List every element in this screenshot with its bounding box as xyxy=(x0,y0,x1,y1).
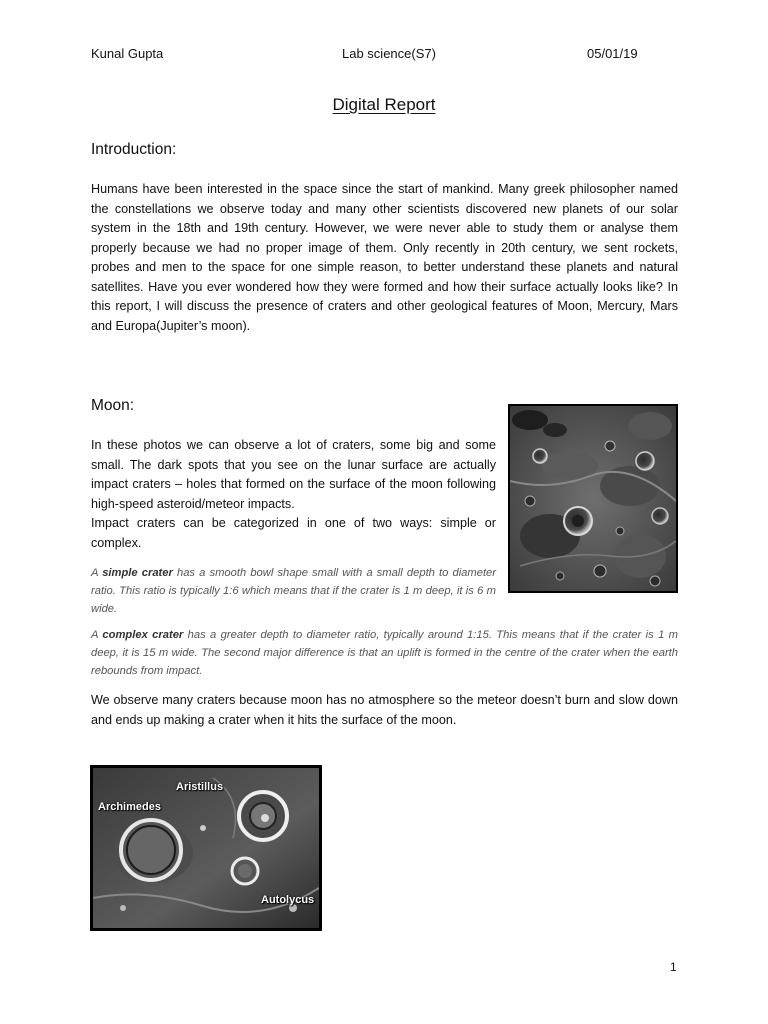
labelled-craters-photo xyxy=(90,765,322,931)
simple-crater-term: simple crater xyxy=(102,567,173,579)
complex-crater-note xyxy=(91,626,678,680)
page-title: Digital Report xyxy=(332,95,436,114)
header-date: 05/01/19 xyxy=(587,46,638,61)
complex-note-lead: A xyxy=(91,629,103,641)
label-archimedes: Archimedes xyxy=(98,801,161,813)
moon-surface-image xyxy=(510,406,676,591)
crater-categories-paragraph: Impact craters can be categorized in one of two ways: simple or complex. xyxy=(91,516,496,550)
complex-crater-term: complex crater xyxy=(102,629,184,641)
simple-note-text: has a smooth bowl shape small with a small depth to diameter ratio. This ratio is typically 1:6 which means that if the crater is 1 m deep, it is 6 m wide. xyxy=(91,567,497,615)
simple-note-lead: A xyxy=(91,567,103,579)
complex-note-text: has a greater depth to diameter ratio, typically around 1:15. This means that if the crater is 1 m deep, it is 15 m wide. The second major difference is that an uplift is formed in the centre of the crater when the earth rebounds from impact. xyxy=(91,629,678,677)
moon-heading: Moon: xyxy=(91,397,135,414)
page-number: 1 xyxy=(670,960,677,974)
header-author: Kunal Gupta xyxy=(91,46,164,61)
conclusion-paragraph: We observe many craters because moon has no atmosphere so the meteor doesn’t burn and slow down and ends up making a crater when it hits the surface of the moon. xyxy=(91,693,678,727)
header-course: Lab science(S7) xyxy=(342,46,436,61)
label-autolycus: Autolycus xyxy=(261,894,315,906)
moon-paragraph: In these photos we can observe a lot of craters, some big and some small. The dark spots that you see on the lunar surface are actually impact craters – holes that formed on the surface of the moon following high-speed asteroid/meteor impacts. xyxy=(91,438,496,511)
label-aristillus: Aristillus xyxy=(176,781,224,793)
simple-crater-note xyxy=(91,564,496,618)
introduction-paragraph: Humans have been interested in the space since the start of mankind. Many greek philosopher named the constellations we observe today and many other scientists discovered new planets of our solar system in the 18th and 19th century. However, we were never able to study them or analyse them properly because we had no proper image of them. Only recently in 20th century, we sent rockets, probes and men to the space for one simple reason, to better understand these planets and natural satellites. Have you ever wondered how they were formed and how their surface actually looks like? In this report, I will discuss the presence of craters and other geological features of Moon, Mercury, Mars and Europa(Jupiter’s moon). xyxy=(91,182,678,333)
introduction-heading: Introduction: xyxy=(91,141,177,158)
moon-surface-photo xyxy=(508,404,678,593)
